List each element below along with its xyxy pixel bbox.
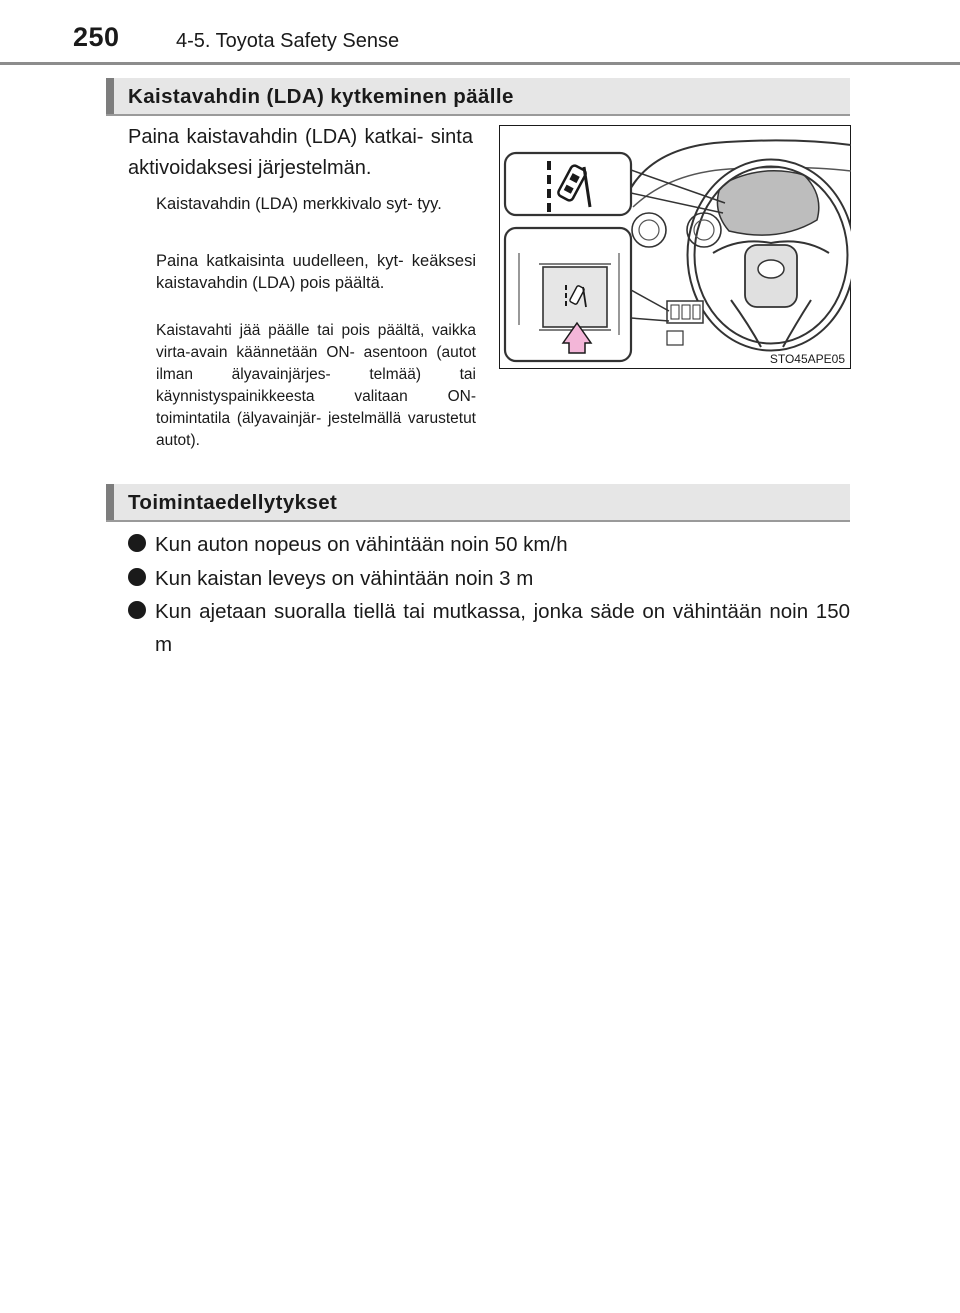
bullet-icon — [128, 601, 146, 619]
note-switch-off: Paina katkaisinta uudelleen, kyt- keäksesi kaistavahdin (LDA) pois päältä. — [156, 252, 476, 292]
section-heading-operating-conditions — [106, 484, 850, 522]
bullet-icon — [128, 534, 146, 552]
header-section-title: 4-5. Toyota Safety Sense — [176, 30, 400, 52]
meter-display — [717, 171, 818, 235]
list-item-text: Kun ajetaan suoralla tiellä tai mutkassa, jonka säde on vähintään noin 150 m — [155, 600, 850, 656]
instruction-text: Paina kaistavahdin (LDA) katkai- sinta aktivoidaksesi järjestelmän. — [128, 126, 473, 179]
bullet-icon — [128, 568, 146, 586]
note-state-retained: Kaistavahti jää päälle tai pois päältä, vaikka virta-avain käännetään ON- asentoon (autot ilman älyavainjärjes- telmää) tai käynnistyspainikkeesta valitaan ON-toimintatila (älyavainjär- jestelmällä varustetut autot). — [156, 322, 476, 449]
section-heading-text: Kaistavahdin (LDA) kytkeminen päälle — [128, 85, 514, 108]
lda-switch-illustration — [499, 125, 851, 369]
figure-code: STO45APE05 — [769, 352, 845, 366]
header-divider — [0, 62, 960, 65]
dashboard-drawing — [499, 125, 851, 369]
note-indicator-light: Kaistavahdin (LDA) merkkivalo syt- tyy. — [156, 195, 442, 213]
section-heading-text: Toimintaedellytykset — [128, 491, 338, 514]
section-heading-lda-activation — [106, 78, 850, 116]
list-item-text: Kun auton nopeus on vähintään noin 50 km/h — [155, 533, 568, 556]
list-item-text: Kun kaistan leveys on vähintään noin 3 m — [155, 567, 534, 590]
page-number: 250 — [73, 22, 120, 52]
